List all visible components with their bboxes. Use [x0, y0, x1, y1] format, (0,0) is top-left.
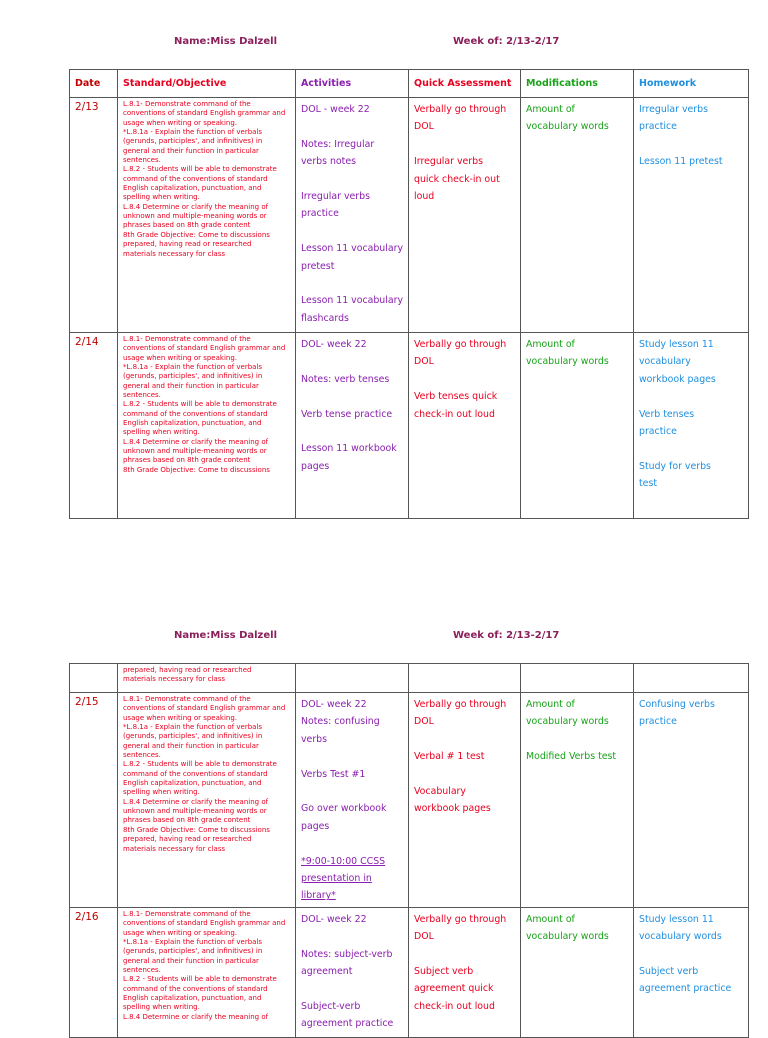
cell-line: prepared, having read or researched	[123, 666, 252, 674]
cell-line: verbs notes	[301, 156, 356, 168]
cell-line: L.8.4 Determine or clarify the meaning of	[123, 437, 269, 446]
col-header-standard: Standard/Objective	[118, 70, 296, 98]
assessment-cell	[409, 98, 521, 333]
homework-cell	[634, 907, 749, 1037]
cell-line: practice	[301, 208, 339, 220]
cell-line	[414, 946, 516, 963]
cell-line: DOL	[414, 931, 434, 943]
cell-line: 8th Grade Objective: Come to discussions	[123, 230, 270, 239]
cell-line: unknown and multiple-meaning words or	[123, 807, 267, 816]
cell-line: phrases based on 8th grade content	[123, 456, 251, 465]
cell-line: prepared, having read or researched	[123, 240, 252, 249]
cell-line: DOL	[414, 356, 434, 368]
cell-line: L.8.1- Demonstrate command of the	[123, 335, 251, 343]
cell-line: vocabulary words	[526, 121, 609, 133]
cell-line: general and their function in particular	[123, 741, 259, 750]
cell-line: *L.8.1a - Explain the function of verbals	[123, 723, 263, 732]
cell-line	[301, 783, 404, 800]
cell-line: Verbally go through	[414, 104, 507, 115]
activities-cell	[296, 333, 409, 519]
cell-line: L.8.1- Demonstrate command of the	[123, 909, 251, 918]
cell-line: 8th Grade Objective: Come to discussions	[123, 825, 270, 834]
cell-line: DOL	[414, 716, 434, 728]
cell-line	[414, 371, 516, 388]
cell-line: L.8.4 Determine or clarify the meaning of	[123, 797, 269, 806]
cell-line: pretest	[301, 260, 335, 272]
cell-line: Verbally go through	[414, 339, 507, 350]
cell-line: practice	[639, 426, 677, 438]
cell-line: vocabulary words	[526, 356, 609, 368]
lesson-plan-table-page-2	[69, 663, 749, 1038]
cell-line: loud	[414, 191, 435, 203]
cell-line: verbs	[301, 733, 328, 745]
cell-line	[639, 946, 744, 963]
cell-line: L.8.2 - Students will be able to demonstrate	[123, 165, 277, 174]
teacher-name: Name:Miss Dalzell	[174, 36, 278, 47]
cell-line: quick check-in out	[414, 173, 500, 185]
date-cell: 2/13	[70, 98, 118, 333]
cell-line: DOL	[414, 121, 434, 133]
cell-line: general and their function in particular	[123, 381, 259, 390]
table-row	[70, 98, 749, 333]
cell-line: sentences.	[123, 965, 161, 974]
cell-line: Verb tenses quick	[414, 391, 498, 403]
cell-line: *9:00-10:00 CCSS	[301, 855, 386, 867]
col-header-homework: Homework	[634, 70, 749, 98]
cell-line: Verb tenses	[639, 408, 695, 420]
cell-line: pages	[301, 460, 330, 472]
cell-line: Notes: subject-verb	[301, 948, 393, 960]
cell-line: Lesson 11 pretest	[639, 156, 723, 168]
cell-line: command of the conventions of standard	[123, 769, 268, 778]
cell-line: Irregular verbs	[639, 104, 708, 115]
cell-line: Notes: Irregular	[301, 138, 375, 150]
cell-line: vocabulary	[639, 356, 691, 368]
cell-line: Go over workbook	[301, 803, 387, 815]
standards-cell	[118, 693, 296, 908]
cell-line: L.8.1- Demonstrate command of the	[123, 100, 251, 108]
cell-line: DOL - week 22	[301, 104, 370, 115]
cell-line: unknown and multiple-meaning words or	[123, 447, 267, 456]
cell-line: library*	[301, 890, 336, 902]
cell-line: agreement quick	[414, 983, 494, 995]
table-row	[70, 333, 749, 519]
cell-line: sentences.	[123, 156, 161, 165]
cell-line: English capitalization, punctuation, and	[123, 419, 262, 428]
week-label-page-2: Week of: 2/13-2/17	[453, 630, 560, 641]
cell-line	[639, 388, 744, 405]
cell-line: vocabulary words	[639, 931, 722, 943]
modifications-cell	[521, 693, 634, 908]
cell-line	[639, 440, 744, 457]
date-cell: 2/14	[70, 333, 118, 519]
cell-line: Study lesson 11	[639, 339, 714, 350]
homework-cell	[634, 98, 749, 333]
cell-line: Modified Verbs test	[526, 751, 617, 763]
cell-line	[301, 423, 404, 440]
standards-cell	[118, 907, 296, 1037]
cell-line: spelling when writing.	[123, 1003, 200, 1012]
cell-line: check-in out loud	[414, 408, 495, 420]
lesson-plan-table-page-1	[69, 69, 749, 519]
cell-line: workbook pages	[639, 373, 716, 385]
cell-line: flashcards	[301, 312, 349, 324]
activities-cell	[296, 98, 409, 333]
cell-line: agreement practice	[639, 983, 732, 995]
activities-cell	[296, 907, 409, 1037]
cell-line: conventions of standard English grammar and	[123, 704, 286, 713]
cell-line: DOL- week 22	[301, 913, 367, 925]
cell-line: Amount of	[526, 913, 575, 925]
cell-line: agreement practice	[301, 1018, 394, 1030]
table-row-continued	[70, 664, 749, 693]
cell-line: L.8.4 Determine or clarify the meaning of	[123, 202, 269, 211]
cell-line: (gerunds, participles', and infinitives) in	[123, 137, 263, 146]
cell-line: Vocabulary	[414, 786, 466, 797]
cell-line: Verbally go through	[414, 699, 507, 710]
cell-line: Study for verbs	[639, 460, 711, 472]
cell-line: usage when writing or speaking.	[123, 353, 237, 362]
cell-line: materials necessary for class	[123, 675, 226, 684]
week-label: Week of: 2/13-2/17	[453, 36, 560, 47]
cell-line: practice	[639, 716, 677, 728]
cell-line: unknown and multiple-meaning words or	[123, 212, 267, 221]
cell-line	[301, 171, 404, 188]
cell-line	[414, 731, 516, 748]
cell-line: *L.8.1a - Explain the function of verbals	[123, 128, 263, 137]
cell-line: L.8.4 Determine or clarify the meaning of	[123, 1012, 269, 1021]
cell-line	[526, 731, 629, 748]
cell-line: spelling when writing.	[123, 193, 200, 202]
cell-line	[301, 275, 404, 292]
cell-line: pages	[301, 820, 330, 832]
activities-cell	[296, 693, 409, 908]
cell-line: DOL- week 22	[301, 699, 367, 710]
cell-line: (gerunds, participles', and infinitives) in	[123, 732, 263, 741]
cell-line: vocabulary words	[526, 931, 609, 943]
cell-line: agreement	[301, 966, 353, 978]
cell-line: general and their function in particular	[123, 146, 259, 155]
cell-line	[301, 980, 404, 997]
cell-line	[301, 223, 404, 240]
cell-line: English capitalization, punctuation, and	[123, 184, 262, 193]
cell-line: Lesson 11 vocabulary	[301, 243, 403, 255]
cell-line: Confusing verbs	[639, 699, 715, 710]
assessment-cell	[409, 333, 521, 519]
cell-line: Verbal # 1 test	[414, 751, 485, 763]
teacher-name-page-2: Name:Miss Dalzell	[174, 630, 278, 641]
col-header-assessment: Quick Assessment	[409, 70, 521, 98]
cell-line: check-in out loud	[414, 1000, 495, 1012]
standards-cell	[118, 98, 296, 333]
cell-line: L.8.1- Demonstrate command of the	[123, 695, 251, 703]
cell-line	[301, 835, 404, 852]
cell-line: conventions of standard English grammar and	[123, 344, 286, 353]
col-header-modifications: Modifications	[521, 70, 634, 98]
cell-line: (gerunds, participles', and infinitives) in	[123, 947, 263, 956]
cell-line: materials necessary for class	[123, 844, 226, 853]
cell-line: Subject verb	[639, 966, 699, 978]
cell-line: 8th Grade Objective: Come to discussions	[123, 465, 270, 474]
cell-line: *L.8.1a - Explain the function of verbals	[123, 937, 263, 946]
cell-line: test	[639, 478, 658, 490]
cell-line: presentation in	[301, 873, 372, 885]
cell-line: command of the conventions of standard	[123, 409, 268, 418]
standards-cell	[118, 333, 296, 519]
modifications-cell	[521, 333, 634, 519]
cell-line: Subject verb	[414, 966, 474, 978]
cell-line: Lesson 11 workbook	[301, 443, 397, 455]
cell-line: Amount of	[526, 104, 575, 115]
cell-line: sentences.	[123, 391, 161, 400]
col-header-activities: Activities	[296, 70, 409, 98]
cell-line: Verbally go through	[414, 913, 507, 925]
cell-line: materials necessary for class	[123, 249, 226, 258]
cell-line: vocabulary words	[526, 716, 609, 728]
cell-line	[414, 766, 516, 783]
table-row	[70, 693, 749, 908]
cell-line: English capitalization, punctuation, and	[123, 993, 262, 1002]
cell-line: Notes: verb tenses	[301, 373, 390, 385]
cell-line: usage when writing or speaking.	[123, 118, 237, 127]
cell-line: workbook pages	[414, 803, 491, 815]
cell-line: Notes: confusing	[301, 716, 380, 728]
ccss-presentation-note	[301, 853, 404, 905]
date-cell: 2/16	[70, 907, 118, 1037]
table-header-row	[70, 70, 749, 98]
cell-line: Subject-verb	[301, 1000, 361, 1012]
cell-line: prepared, having read or researched	[123, 835, 252, 844]
standards-cell-continued	[118, 664, 296, 693]
cell-line: spelling when writing.	[123, 788, 200, 797]
homework-cell	[634, 693, 749, 908]
cell-line: command of the conventions of standard	[123, 174, 268, 183]
cell-line: L.8.2 - Students will be able to demonstrate	[123, 760, 277, 769]
cell-line: practice	[639, 121, 677, 133]
cell-line: (gerunds, participles', and infinitives) in	[123, 372, 263, 381]
cell-line: Amount of	[526, 699, 575, 710]
cell-line: general and their function in particular	[123, 956, 259, 965]
cell-line: Lesson 11 vocabulary	[301, 295, 403, 307]
cell-line	[301, 118, 404, 135]
cell-line: spelling when writing.	[123, 428, 200, 437]
cell-line: command of the conventions of standard	[123, 984, 268, 993]
cell-line	[301, 353, 404, 370]
cell-line	[414, 136, 516, 153]
cell-line: Verb tense practice	[301, 408, 393, 420]
cell-line	[301, 928, 404, 945]
cell-line: Study lesson 11	[639, 913, 714, 925]
cell-line: L.8.2 - Students will be able to demonstrate	[123, 975, 277, 984]
col-header-date: Date	[70, 70, 118, 98]
cell-line: phrases based on 8th grade content	[123, 221, 251, 230]
cell-line: DOL- week 22	[301, 339, 367, 350]
cell-line: L.8.2 - Students will be able to demonstrate	[123, 400, 277, 409]
homework-cell	[634, 333, 749, 519]
cell-line: usage when writing or speaking.	[123, 928, 237, 937]
modifications-cell	[521, 907, 634, 1037]
cell-line	[301, 748, 404, 765]
modifications-cell	[521, 98, 634, 333]
cell-line: Verbs Test #1	[301, 768, 366, 780]
cell-line: conventions of standard English grammar and	[123, 919, 286, 928]
cell-line: *L.8.1a - Explain the function of verbals	[123, 363, 263, 372]
cell-line: sentences.	[123, 751, 161, 760]
cell-line: phrases based on 8th grade content	[123, 816, 251, 825]
assessment-cell	[409, 693, 521, 908]
table-row	[70, 907, 749, 1037]
cell-line: Amount of	[526, 339, 575, 350]
cell-line	[301, 388, 404, 405]
cell-line: Irregular verbs	[301, 191, 370, 202]
date-cell: 2/15	[70, 693, 118, 908]
cell-line: usage when writing or speaking.	[123, 713, 237, 722]
assessment-cell	[409, 907, 521, 1037]
cell-line: English capitalization, punctuation, and	[123, 779, 262, 788]
cell-line: Irregular verbs	[414, 156, 483, 168]
cell-line	[639, 136, 744, 153]
cell-line: conventions of standard English grammar and	[123, 109, 286, 118]
